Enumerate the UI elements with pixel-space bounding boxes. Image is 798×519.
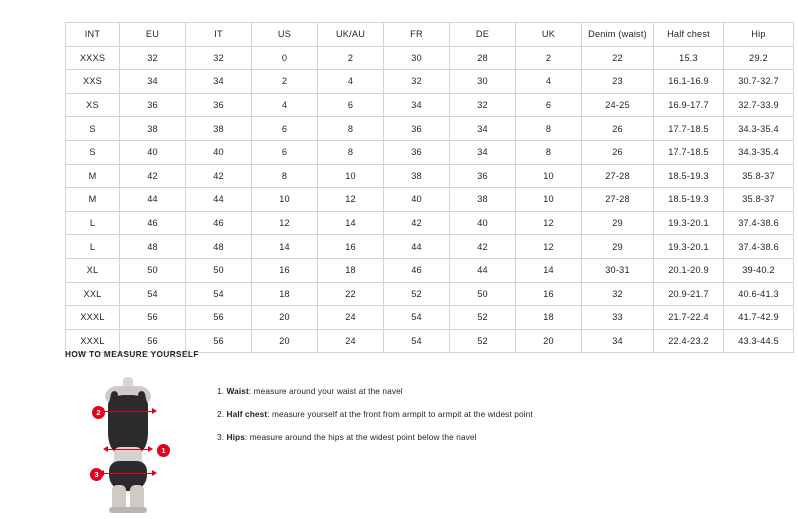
cell-it: 50 [186,258,252,282]
cell-uk: 18 [516,306,582,330]
cell-denim-waist: 26 [582,117,654,141]
marker-2-half-chest: 2 [92,406,105,419]
how-to-measure-section [65,350,745,513]
cell-us: 20 [252,329,318,353]
cell-half-chest: 22.4-23.2 [654,329,724,353]
cell-fr: 36 [384,140,450,164]
cell-us: 14 [252,235,318,259]
cell-fr: 30 [384,46,450,70]
instruction-term: Half chest [226,409,268,420]
cell-uk-au: 8 [318,117,384,141]
mannequin-stand [109,507,147,513]
cell-denim-waist: 30-31 [582,258,654,282]
cell-it: 56 [186,329,252,353]
column-header-eu: EU [120,23,186,47]
cell-denim-waist: 26 [582,140,654,164]
measure-instruction-half-chest [217,408,533,420]
cell-de: 50 [450,282,516,306]
cell-eu: 48 [120,235,186,259]
cell-int: XXXL [66,306,120,330]
cell-hip: 41.7-42.9 [724,306,794,330]
instruction-term: Hips [226,432,245,443]
cell-it: 42 [186,164,252,188]
instruction-text: : measure around your waist at the navel [248,386,403,396]
cell-it: 36 [186,93,252,117]
cell-it: 48 [186,235,252,259]
cell-hip: 32.7-33.9 [724,93,794,117]
cell-uk-au: 22 [318,282,384,306]
cell-int: S [66,117,120,141]
column-header-hip: Hip [724,23,794,47]
cell-hip: 29.2 [724,46,794,70]
cell-uk-au: 24 [318,329,384,353]
cell-de: 32 [450,93,516,117]
cell-hip: 34.3-35.4 [724,117,794,141]
cell-de: 34 [450,140,516,164]
cell-eu: 56 [120,329,186,353]
cell-uk-au: 16 [318,235,384,259]
cell-uk-au: 4 [318,70,384,94]
cell-us: 6 [252,140,318,164]
cell-uk: 12 [516,235,582,259]
cell-uk: 8 [516,117,582,141]
cell-fr: 42 [384,211,450,235]
cell-denim-waist: 29 [582,235,654,259]
cell-uk-au: 12 [318,188,384,212]
cell-int: XXXL [66,329,120,353]
cell-denim-waist: 22 [582,46,654,70]
cell-hip: 43.3-44.5 [724,329,794,353]
cell-eu: 56 [120,306,186,330]
cell-us: 4 [252,93,318,117]
table-row [66,164,794,188]
instruction-text: : measure around the hips at the widest point below the navel [244,432,477,443]
cell-fr: 32 [384,70,450,94]
instruction-text: : measure yourself at the front from armpit to armpit at the widest point [267,409,533,420]
column-header-uk-au: UK/AU [318,23,384,47]
cell-fr: 44 [384,235,450,259]
cell-uk-au: 10 [318,164,384,188]
cell-us: 10 [252,188,318,212]
cell-eu: 50 [120,258,186,282]
table-row [66,306,794,330]
cell-de: 38 [450,188,516,212]
cell-fr: 36 [384,117,450,141]
column-header-denim-waist: Denim (waist) [582,23,654,47]
cell-us: 2 [252,70,318,94]
half-chest-measure-arrow-icon [103,411,153,412]
cell-eu: 32 [120,46,186,70]
cell-hip: 40.6-41.3 [724,282,794,306]
cell-de: 52 [450,306,516,330]
cell-it: 54 [186,282,252,306]
cell-int: XS [66,93,120,117]
cell-it: 40 [186,140,252,164]
table-row [66,258,794,282]
cell-denim-waist: 24-25 [582,93,654,117]
cell-it: 32 [186,46,252,70]
cell-eu: 36 [120,93,186,117]
cell-int: S [66,140,120,164]
mannequin-figure [65,373,195,513]
cell-uk: 2 [516,46,582,70]
cell-int: L [66,211,120,235]
cell-hip: 35.8-37 [724,188,794,212]
cell-it: 38 [186,117,252,141]
cell-half-chest: 18.5-19.3 [654,188,724,212]
cell-it: 44 [186,188,252,212]
column-header-half-chest: Half chest [654,23,724,47]
cell-int: M [66,188,120,212]
cell-int: XXS [66,70,120,94]
cell-denim-waist: 27-28 [582,164,654,188]
cell-eu: 54 [120,282,186,306]
cell-eu: 44 [120,188,186,212]
cell-de: 28 [450,46,516,70]
measure-instruction-waist [217,385,533,397]
table-row [66,188,794,212]
table-row [66,235,794,259]
cell-fr: 52 [384,282,450,306]
cell-us: 6 [252,117,318,141]
column-header-it: IT [186,23,252,47]
cell-uk: 10 [516,164,582,188]
cell-de: 42 [450,235,516,259]
cell-hip: 39-40.2 [724,258,794,282]
cell-fr: 34 [384,93,450,117]
cell-de: 52 [450,329,516,353]
cell-uk: 8 [516,140,582,164]
cell-eu: 38 [120,117,186,141]
cell-fr: 38 [384,164,450,188]
cell-int: L [66,235,120,259]
column-header-uk: UK [516,23,582,47]
cell-fr: 54 [384,329,450,353]
cell-us: 16 [252,258,318,282]
cell-int: XL [66,258,120,282]
instruction-number: 2. [217,409,225,420]
waist-measure-arrow-icon [107,449,149,450]
table-row [66,282,794,306]
cell-de: 34 [450,117,516,141]
cell-uk-au: 24 [318,306,384,330]
cell-denim-waist: 34 [582,329,654,353]
table-row [66,70,794,94]
cell-it: 34 [186,70,252,94]
cell-half-chest: 19.3-20.1 [654,235,724,259]
cell-hip: 37.4-38.6 [724,211,794,235]
cell-hip: 35.8-37 [724,164,794,188]
cell-uk-au: 18 [318,258,384,282]
cell-denim-waist: 27-28 [582,188,654,212]
cell-eu: 34 [120,70,186,94]
cell-uk: 14 [516,258,582,282]
table-row [66,93,794,117]
cell-half-chest: 20.1-20.9 [654,258,724,282]
cell-de: 40 [450,211,516,235]
cell-uk: 6 [516,93,582,117]
instruction-term: Waist [226,386,249,396]
cell-us: 8 [252,164,318,188]
cell-fr: 46 [384,258,450,282]
table-row [66,140,794,164]
table-row [66,117,794,141]
cell-denim-waist: 23 [582,70,654,94]
cell-half-chest: 18.5-19.3 [654,164,724,188]
cell-us: 18 [252,282,318,306]
cell-half-chest: 19.3-20.1 [654,211,724,235]
cell-it: 46 [186,211,252,235]
cell-uk: 12 [516,211,582,235]
cell-eu: 46 [120,211,186,235]
size-chart-table-wrapper [65,22,779,353]
cell-int: XXXS [66,46,120,70]
mannequin-icon [97,377,159,513]
hip-measure-arrow-icon [103,473,153,474]
cell-int: XXL [66,282,120,306]
table-header [66,23,794,47]
cell-uk: 16 [516,282,582,306]
cell-fr: 40 [384,188,450,212]
measure-instructions-list [217,373,533,454]
marker-1-waist: 1 [157,444,170,457]
cell-us: 0 [252,46,318,70]
table-header-row [66,23,794,47]
marker-3-hips: 3 [90,468,103,481]
how-to-measure-title: HOW TO MEASURE YOURSELF [65,350,199,359]
table-row [66,46,794,70]
how-to-measure-body [65,373,745,513]
cell-uk-au: 6 [318,93,384,117]
cell-half-chest: 15.3 [654,46,724,70]
cell-denim-waist: 32 [582,282,654,306]
cell-fr: 54 [384,306,450,330]
cell-half-chest: 17.7-18.5 [654,140,724,164]
cell-hip: 34.3-35.4 [724,140,794,164]
column-header-us: US [252,23,318,47]
cell-half-chest: 16.1-16.9 [654,70,724,94]
cell-half-chest: 16.9-17.7 [654,93,724,117]
column-header-int: INT [66,23,120,47]
column-header-fr: FR [384,23,450,47]
instruction-number: 3. [217,432,225,443]
cell-eu: 40 [120,140,186,164]
cell-uk: 20 [516,329,582,353]
cell-uk: 10 [516,188,582,212]
column-header-de: DE [450,23,516,47]
cell-eu: 42 [120,164,186,188]
cell-de: 44 [450,258,516,282]
cell-uk-au: 8 [318,140,384,164]
instruction-number: 1. [217,386,225,396]
cell-uk-au: 14 [318,211,384,235]
cell-denim-waist: 33 [582,306,654,330]
cell-us: 12 [252,211,318,235]
cell-denim-waist: 29 [582,211,654,235]
cell-half-chest: 21.7-22.4 [654,306,724,330]
size-chart-table [65,22,794,353]
mannequin-torso [108,395,148,453]
cell-it: 56 [186,306,252,330]
cell-us: 20 [252,306,318,330]
cell-hip: 37.4-38.6 [724,235,794,259]
cell-half-chest: 20.9-21.7 [654,282,724,306]
cell-uk-au: 2 [318,46,384,70]
cell-uk: 4 [516,70,582,94]
measure-instruction-hips [217,431,533,443]
cell-hip: 30.7-32.7 [724,70,794,94]
cell-int: M [66,164,120,188]
cell-de: 36 [450,164,516,188]
table-body [66,46,794,353]
cell-de: 30 [450,70,516,94]
cell-half-chest: 17.7-18.5 [654,117,724,141]
table-row [66,211,794,235]
